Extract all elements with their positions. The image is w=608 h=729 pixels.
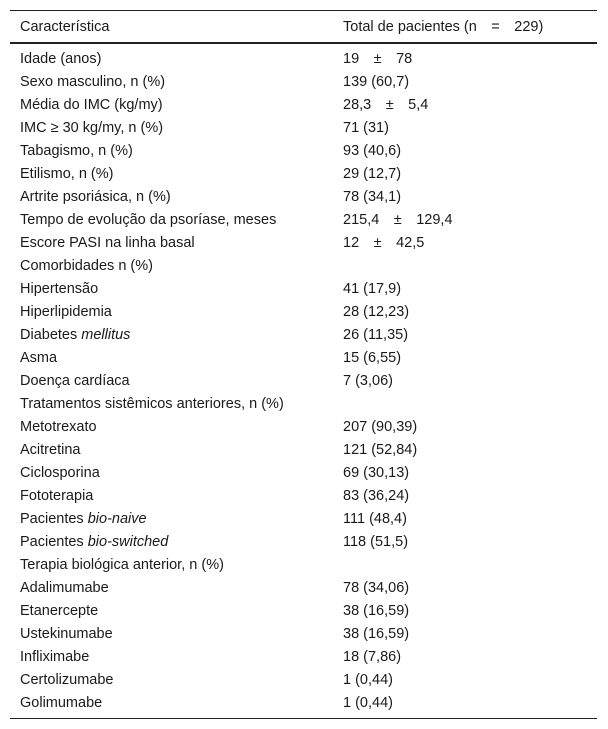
row-label: Golimumabe (20, 694, 103, 711)
row-value: 12 ± 42,5 (343, 234, 425, 251)
table-row (10, 254, 597, 277)
table-row (10, 70, 597, 93)
row-label-text: Pacientes (20, 533, 88, 550)
row-label-italic: mellitus (81, 326, 131, 343)
table-row (10, 599, 597, 622)
row-value: 71 (31) (343, 119, 389, 136)
row-label: Fototerapia (20, 487, 94, 504)
table-row (10, 392, 597, 415)
table-row (10, 622, 597, 645)
row-label: Comorbidades n (%) (20, 257, 153, 274)
row-value: 1 (0,44) (343, 694, 393, 711)
table-row (10, 277, 597, 300)
row-value: 19 ± 78 (343, 50, 413, 67)
table-row (10, 369, 597, 392)
table-bottom-rule (10, 718, 597, 719)
row-label (10, 511, 343, 527)
table-row (10, 438, 597, 461)
table-row (10, 47, 597, 70)
table-row (10, 691, 597, 714)
table-row (10, 415, 597, 438)
table-row (10, 668, 597, 691)
row-value: 111 (48,4) (343, 510, 407, 527)
row-label: Hiperlipidemia (20, 303, 112, 320)
characteristics-table (10, 10, 597, 719)
table-row (10, 116, 597, 139)
row-label: Terapia biológica anterior, n (%) (20, 556, 224, 573)
row-value: 78 (34,06) (343, 579, 410, 596)
row-label: Ciclosporina (20, 464, 100, 481)
row-label: IMC ≥ 30 kg/my, n (%) (20, 119, 164, 136)
row-label: Sexo masculino, n (%) (20, 73, 166, 90)
row-label: Ustekinumabe (20, 625, 113, 642)
row-label: Hipertensão (20, 280, 99, 297)
row-label: Adalimumabe (20, 579, 109, 596)
table-row (10, 484, 597, 507)
row-label: Asma (20, 349, 58, 366)
row-value: 215,4 ± 129,4 (343, 211, 453, 228)
row-label (10, 327, 343, 343)
row-label: Acitretina (20, 441, 81, 458)
row-label: Média do IMC (kg/my) (20, 96, 163, 113)
row-label-text: Diabetes (20, 326, 82, 343)
row-label (10, 534, 343, 550)
row-label: Etilismo, n (%) (20, 165, 114, 182)
row-value: 1 (0,44) (343, 671, 393, 688)
row-value: 28,3 ± 5,4 (343, 96, 429, 113)
row-label: Infliximabe (20, 648, 90, 665)
row-value: 29 (12,7) (343, 165, 402, 182)
row-label-text: Pacientes (20, 510, 88, 527)
table-row (10, 139, 597, 162)
table-row (10, 300, 597, 323)
row-value: 41 (17,9) (343, 280, 402, 297)
row-label: Doença cardíaca (20, 372, 130, 389)
table-row (10, 461, 597, 484)
table-row (10, 645, 597, 668)
row-value: 78 (34,1) (343, 188, 402, 205)
row-value: 69 (30,13) (343, 464, 410, 481)
header-characteristic: Característica (20, 18, 110, 35)
row-label: Etanercepte (20, 602, 99, 619)
row-label: Certolizumabe (20, 671, 114, 688)
row-label-italic: bio-switched (87, 533, 169, 550)
table-header-row (10, 11, 597, 44)
table-row (10, 507, 597, 530)
row-label-italic: bio-naive (87, 510, 147, 527)
row-value: 207 (90,39) (343, 418, 418, 435)
table-row (10, 553, 597, 576)
table-row (10, 208, 597, 231)
row-value: 118 (51,5) (343, 533, 409, 550)
table-row (10, 93, 597, 116)
row-value: 15 (6,55) (343, 349, 402, 366)
table-row (10, 185, 597, 208)
table-row (10, 231, 597, 254)
row-label: Artrite psoriásica, n (%) (20, 188, 171, 205)
row-value: 28 (12,23) (343, 303, 410, 320)
row-value: 121 (52,84) (343, 441, 418, 458)
row-label: Tratamentos sistêmicos anteriores, n (%) (20, 395, 284, 412)
row-value: 139 (60,7) (343, 73, 410, 90)
row-value: 26 (11,35) (343, 326, 409, 343)
table-row (10, 346, 597, 369)
table-body (10, 44, 597, 714)
row-value: 18 (7,86) (343, 648, 402, 665)
table-row (10, 530, 597, 553)
table-row (10, 323, 597, 346)
header-total-patients: Total de pacientes (n = 229) (343, 18, 544, 35)
row-value: 38 (16,59) (343, 602, 410, 619)
row-label: Metotrexato (20, 418, 97, 435)
row-label: Tempo de evolução da psoríase, meses (20, 211, 277, 228)
table-row (10, 162, 597, 185)
row-label: Idade (anos) (20, 50, 102, 67)
row-value: 38 (16,59) (343, 625, 410, 642)
row-label: Escore PASI na linha basal (20, 234, 195, 251)
row-label: Tabagismo, n (%) (20, 142, 133, 159)
table-row (10, 576, 597, 599)
row-value: 83 (36,24) (343, 487, 410, 504)
row-value: 93 (40,6) (343, 142, 402, 159)
row-value: 7 (3,06) (343, 372, 393, 389)
